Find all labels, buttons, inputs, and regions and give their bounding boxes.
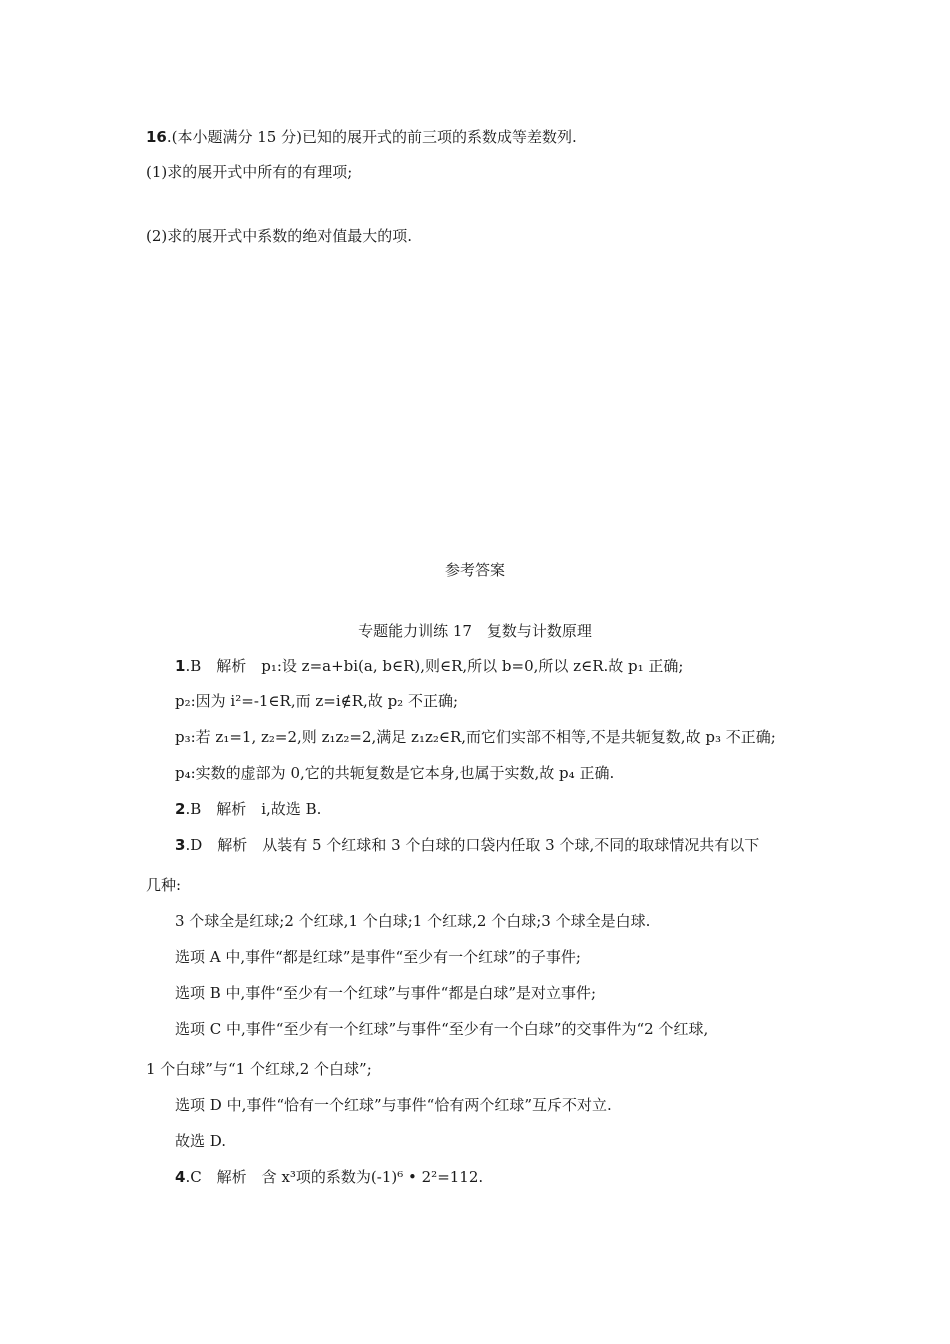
answer-1-line-2: p₂:因为 i²=-1∈R,而 z=i∉R,故 p₂ 不正确; [175,692,459,710]
answer-3-line-6: 选项 C 中,事件“至少有一个红球”与事件“至少有一个白球”的交事件为“2 个红球, [175,1020,709,1038]
answer-1-line-1 [175,656,683,676]
answers-heading: 参考答案 [444,561,505,579]
answer-number: 1 [175,657,186,675]
answer-3-line-7: 1 个白球”与“1 个红球,2 个白球”; [146,1060,372,1078]
answer-1-line-4: p₄:实数的虚部为 0,它的共轭复数是它本身,也属于实数,故 p₄ 正确. [175,764,615,782]
answer-text: .B 解析 i,故选 B. [185,800,322,818]
answer-text: .D 解析 从装有 5 个红球和 3 个白球的口袋内任取 3 个球,不同的取球情况共有以下 [185,836,760,854]
answer-text: .C 解析 含 x³项的系数为(-1)⁶ • 2²=112. [185,1168,484,1186]
answer-3-line-5: 选项 B 中,事件“至少有一个红球”与事件“都是白球”是对立事件; [175,984,597,1002]
answer-3-line-9: 故选 D. [175,1132,227,1150]
question-part-1: (1)求的展开式中所有的有理项; [146,163,353,181]
answer-3-line-3: 3 个球全是红球;2 个红球,1 个白球;1 个红球,2 个白球;3 个球全是白球. [175,912,651,930]
answer-text: .B 解析 p₁:设 z=a+bi(a, b∈R),则∈R,所以 b=0,所以 z∈R.故 p₁ 正确; [185,657,684,675]
section-title: 专题能力训练 17 复数与计数原理 [358,622,592,640]
question-part-2: (2)求的展开式中系数的绝对值最大的项. [146,227,413,245]
answer-2-line [175,799,321,819]
question-text: .(本小题满分 15 分)已知的展开式的前三项的系数成等差数列. [166,128,577,146]
answer-3-line-1 [175,835,759,855]
answer-number: 3 [175,836,186,854]
answer-1-line-3: p₃:若 z₁=1, z₂=2,则 z₁z₂=2,满足 z₁z₂∈R,而它们实部不相等,不是共轭复数,故 p₃ 不正确; [175,728,776,746]
answer-4-line [175,1167,483,1187]
question-number: 16 [146,128,167,146]
answer-number: 4 [175,1168,186,1186]
answer-3-line-2: 几种: [146,876,182,894]
answer-3-line-8: 选项 D 中,事件“恰有一个红球”与事件“恰有两个红球”互斥不对立. [175,1096,612,1114]
answer-number: 2 [175,800,186,818]
answer-3-line-4: 选项 A 中,事件“都是红球”是事件“至少有一个红球”的子事件; [175,948,581,966]
question-16-title-line [146,127,577,147]
